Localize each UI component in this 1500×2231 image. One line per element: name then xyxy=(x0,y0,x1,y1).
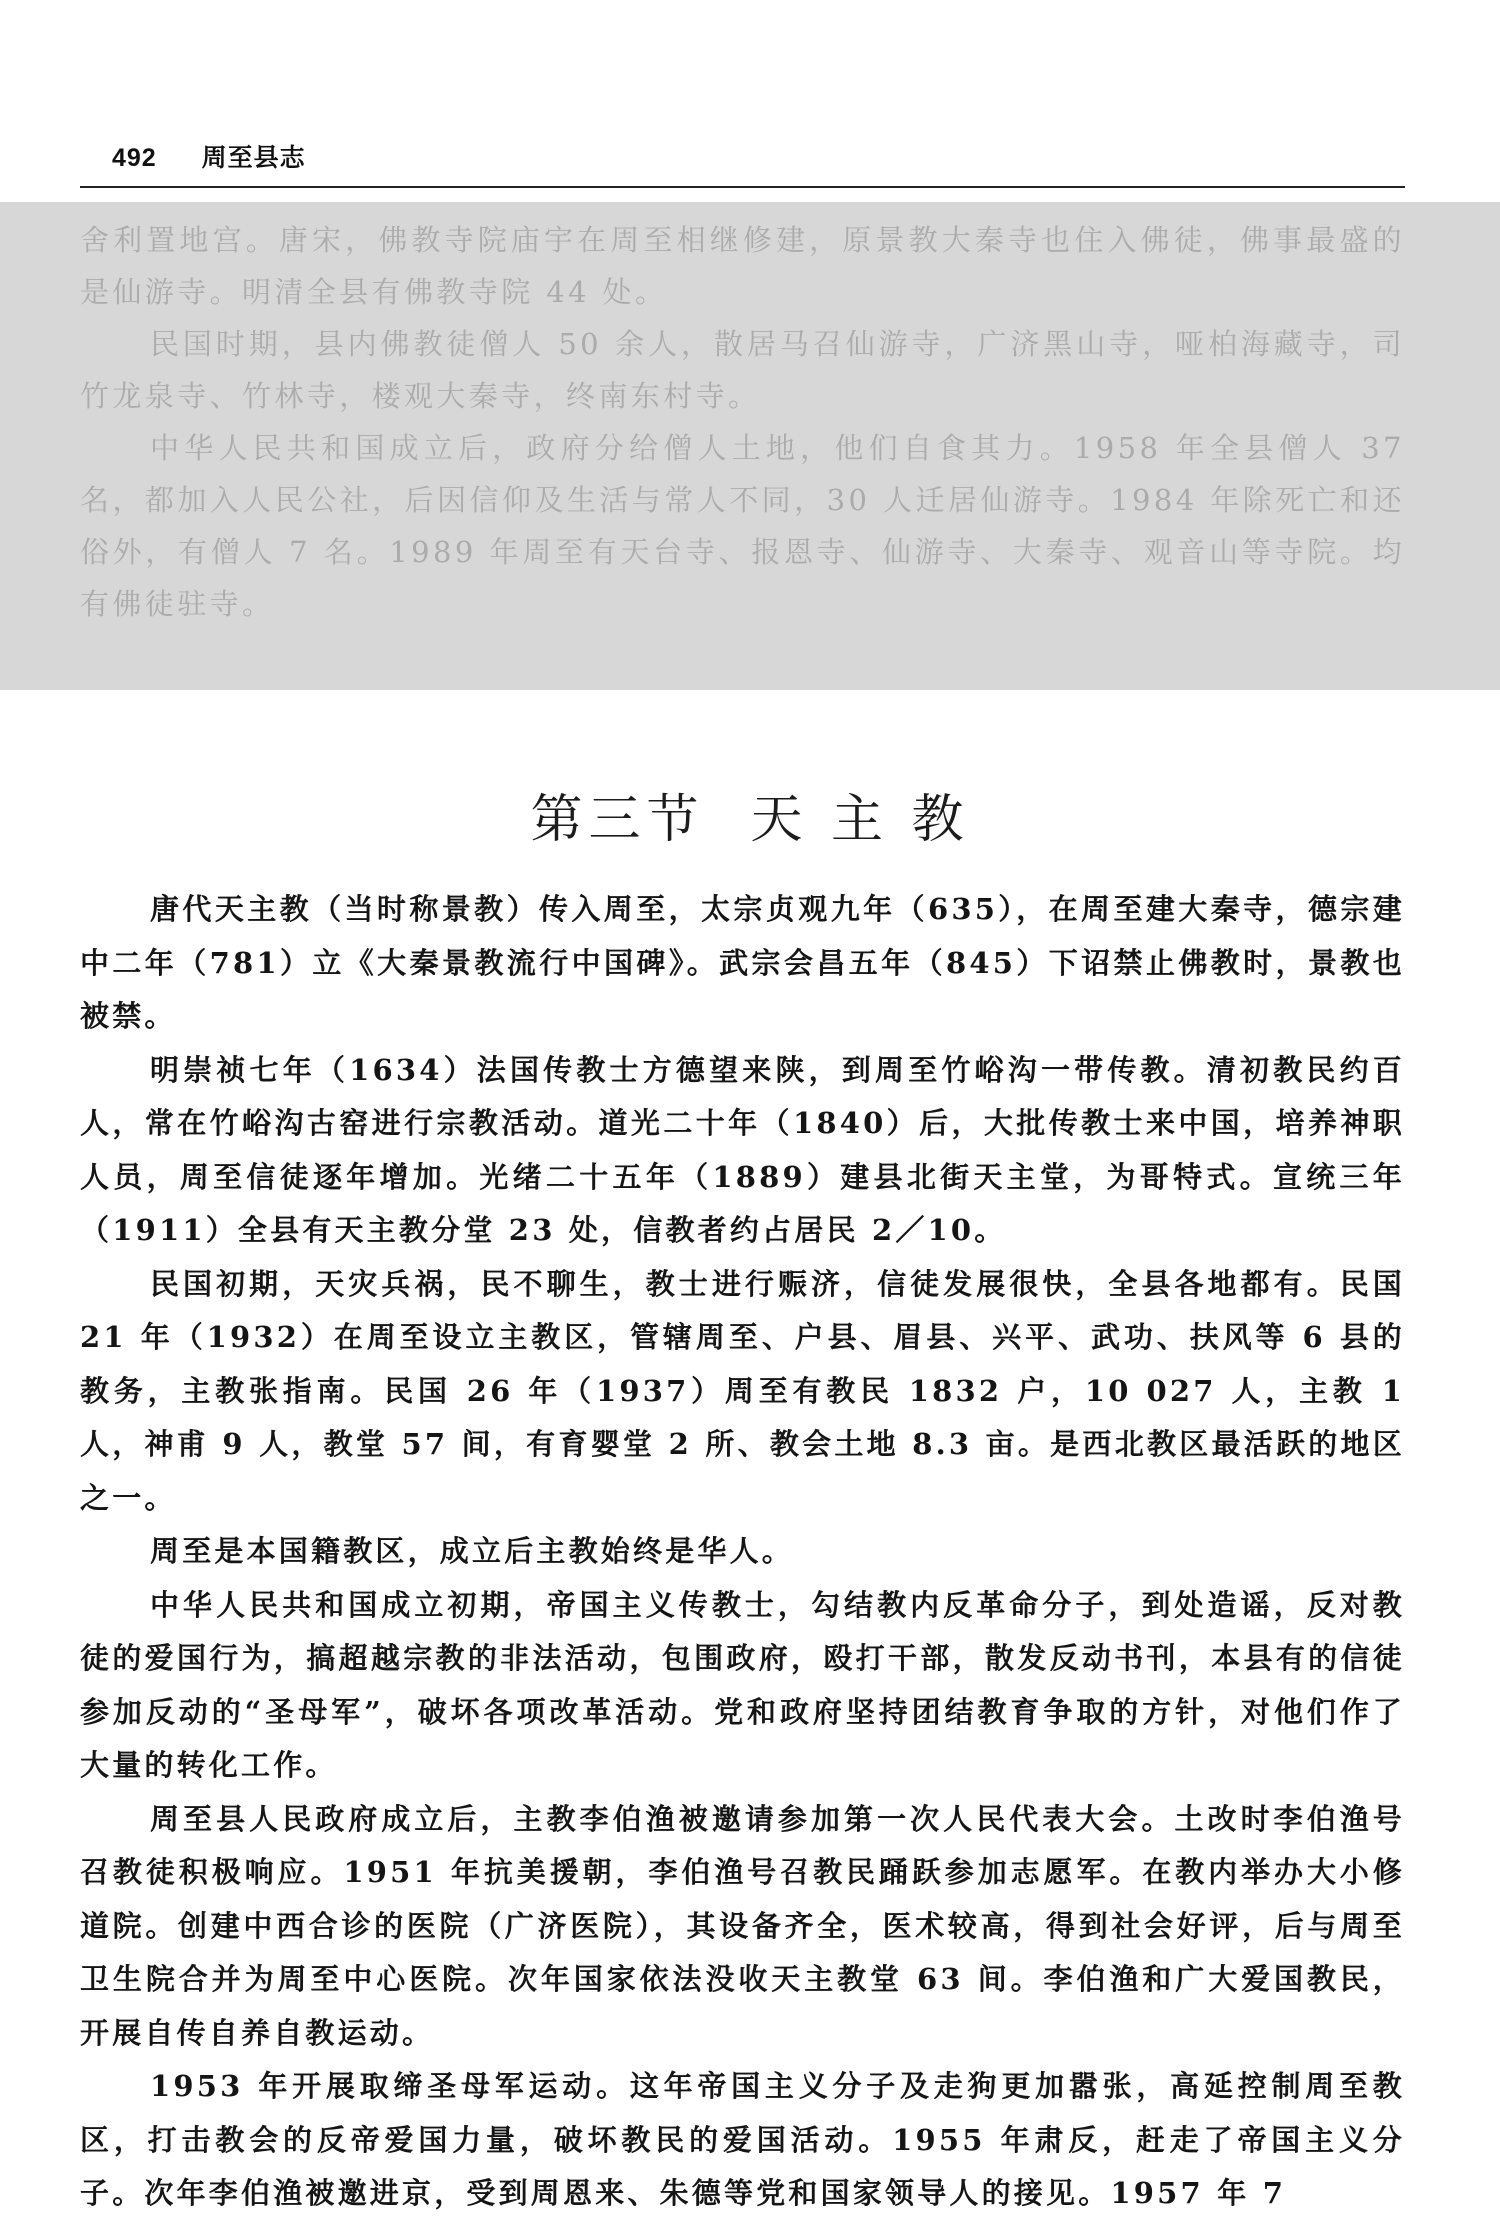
book-title: 周至县志 xyxy=(201,143,306,172)
faded-paragraph: 舍利置地宫。唐宋，佛教寺院庙宇在周至相继修建，原景教大秦寺也住入佛徒，佛事最盛的是仙游寺。明清全县有佛教寺院 44 处。 xyxy=(80,223,1405,309)
body-paragraph: 中华人民共和国成立初期，帝国主义传教士，勾结教内反革命分子，到处造谣，反对教徒的爱国行为，搞超越宗教的非法活动，包围政府，殴打干部，散发反动书刊，本县有的信徒参加反动的“圣母军”，破坏各项改革活动。党和政府坚持团结教育争取的方针，对他们作了大量的转化工作。 xyxy=(80,1587,1405,1782)
body-paragraph: 民国初期，天灾兵祸，民不聊生，教士进行赈济，信徒发展很快，全县各地都有。民国 21 年（1932）在周至设立主教区，管辖周至、户县、眉县、兴平、武功、扶风等 6 县的教务，主教张指南。民国 26 年（1937）周至有教民 1832 户，10 027 人，主教 1 人，神甫 9 人，教堂 57 间，有育婴堂 2 所、教会土地 8.3 亩。是西北教区最活跃的地区之一。 xyxy=(80,1266,1405,1515)
faded-paragraph: 中华人民共和国成立后，政府分给僧人土地，他们自食其力。1958 年全县僧人 37 名，都加入人民公社，后因信仰及生活与常人不同，30 人迁居仙游寺。1984 年除死亡和还俗外，有僧人 7 名。1989 年周至有天台寺、报恩寺、仙游寺、大秦寺、观音山等寺院。均有佛徒驻寺。 xyxy=(80,431,1405,621)
section-title: 天 主 教 xyxy=(750,789,970,850)
faded-paragraph: 民国时期，县内佛教徒僧人 50 余人，散居马召仙游寺，广济黑山寺，哑柏海藏寺，司竹龙泉寺、竹林寺，楼观大秦寺，终南东村寺。 xyxy=(80,327,1405,413)
body-text xyxy=(80,883,1405,2221)
section-heading xyxy=(0,777,1500,852)
body-paragraph: 唐代天主教（当时称景教）传入周至，太宗贞观九年（635），在周至建大秦寺，德宗建中二年（781）立《大秦景教流行中国碑》。武宗会昌五年（845）下诏禁止佛教时，景教也被禁。 xyxy=(80,892,1405,1033)
body-paragraph: 明崇祯七年（1634）法国传教士方德望来陕，到周至竹峪沟一带传教。清初教民约百人，常在竹峪沟古窑进行宗教活动。道光二十年（1840）后，大批传教士来中国，培养神职人员，周至信徒逐年增加。光绪二十五年（1889）建县北街天主堂，为哥特式。宣统三年（1911）全县有天主教分堂 23 处，信教者约占居民 2／10。 xyxy=(80,1052,1405,1247)
body-paragraph: 周至是本国籍教区，成立后主教始终是华人。 xyxy=(150,1534,795,1568)
running-header xyxy=(112,138,306,174)
body-paragraph: 1953 年开展取缔圣母军运动。这年帝国主义分子及走狗更加嚣张，高延控制周至教区，打击教会的反帝爱国力量，破坏教民的爱国活动。1955 年肃反，赶走了帝国主义分子。次年李伯渔被邀进京，受到周恩来、朱德等党和国家领导人的接见。1957 年 7 xyxy=(80,2069,1405,2210)
faded-section-text xyxy=(80,214,1405,630)
body-paragraph: 周至县人民政府成立后，主教李伯渔被邀请参加第一次人民代表大会。土改时李伯渔号召教徒积极响应。1951 年抗美援朝，李伯渔号召教民踊跃参加志愿军。在教内举办大小修道院。创建中西合诊的医院（广济医院），其设备齐全，医术较高，得到社会好评，后与周至卫生院合并为周至中心医院。次年国家依法没收天主教堂 63 间。李伯渔和广大爱国教民，开展自传自养自教运动。 xyxy=(80,1801,1405,2050)
section-number: 第三节 xyxy=(530,789,705,850)
header-rule xyxy=(80,186,1405,188)
page-number: 492 xyxy=(112,144,157,172)
